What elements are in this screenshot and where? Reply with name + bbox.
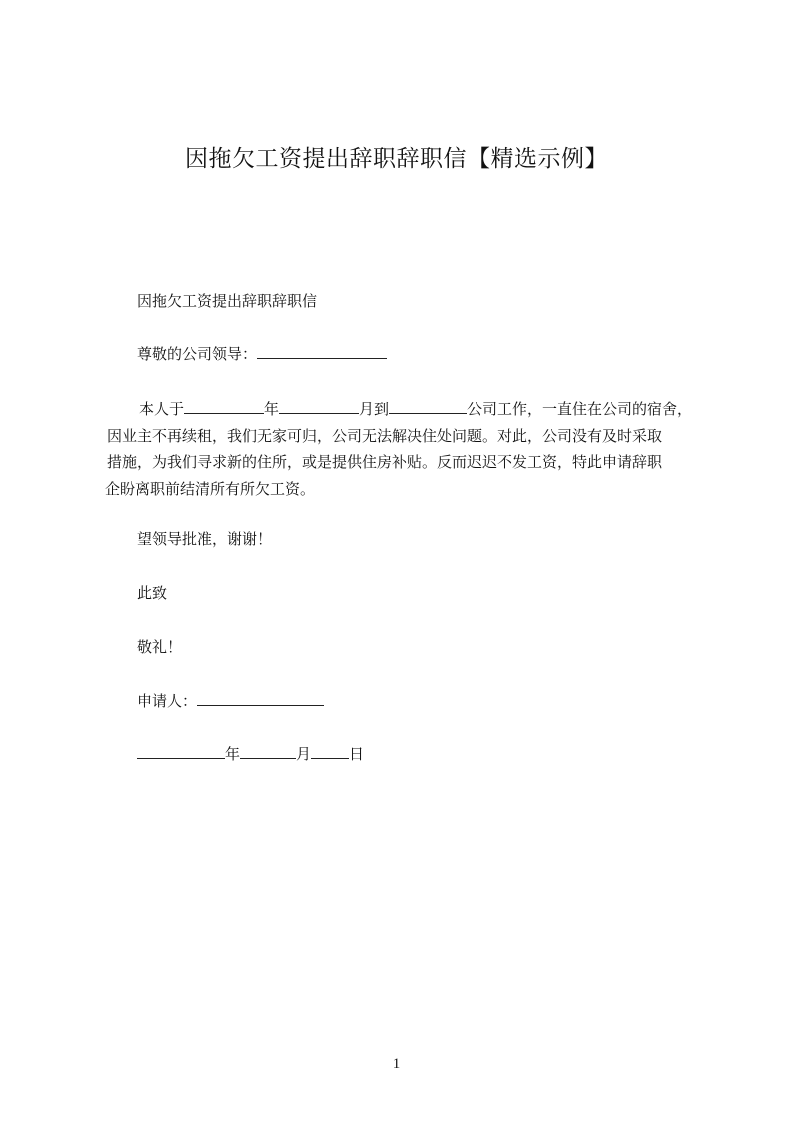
date-line <box>137 744 364 764</box>
page-number: 1 <box>392 1056 401 1072</box>
body-text-2: 年 <box>264 400 280 418</box>
request-line: 望领导批准，谢谢！ <box>137 530 273 548</box>
start-year-blank <box>184 399 264 414</box>
closing-line-2: 敬礼！ <box>137 638 183 656</box>
body-line-2: 因业主不再续租，我们无家可归，公司无法解决住处问题。对此，公司没有及时采取 <box>107 426 663 445</box>
body-line-4: 企盼离职前结清所有所欠工资。 <box>105 479 316 498</box>
applicant-line <box>137 691 324 711</box>
salutation-line <box>137 344 387 364</box>
body-text-4: 公司工作，一直住在公司的宿舍， <box>467 400 693 418</box>
date-year-blank <box>137 744 225 759</box>
body-line-3: 措施，为我们寻求新的住所，或是提供住房补贴。反而迟迟不发工资，特此申请辞职 <box>107 453 663 471</box>
document-title: 因拖欠工资提出辞职辞职信【精选示例】 <box>185 146 608 172</box>
body-text-1: 本人于 <box>139 400 185 418</box>
date-month-blank <box>240 744 296 759</box>
applicant-label: 申请人： <box>137 692 198 710</box>
letter-heading: 因拖欠工资提出辞职辞职信 <box>137 292 318 310</box>
company-blank <box>389 399 467 414</box>
date-day-blank <box>311 744 349 759</box>
body-line-1 <box>105 396 715 423</box>
closing-line-1: 此致 <box>137 584 168 602</box>
applicant-blank <box>197 691 324 706</box>
date-month-label: 月 <box>296 745 312 763</box>
body-paragraph <box>105 396 715 502</box>
start-month-blank <box>279 399 359 414</box>
date-day-label: 日 <box>349 745 365 763</box>
date-year-label: 年 <box>225 745 241 763</box>
recipient-blank <box>257 344 387 359</box>
salutation-text: 尊敬的公司领导： <box>137 345 258 363</box>
body-text-3: 月到 <box>359 400 390 418</box>
